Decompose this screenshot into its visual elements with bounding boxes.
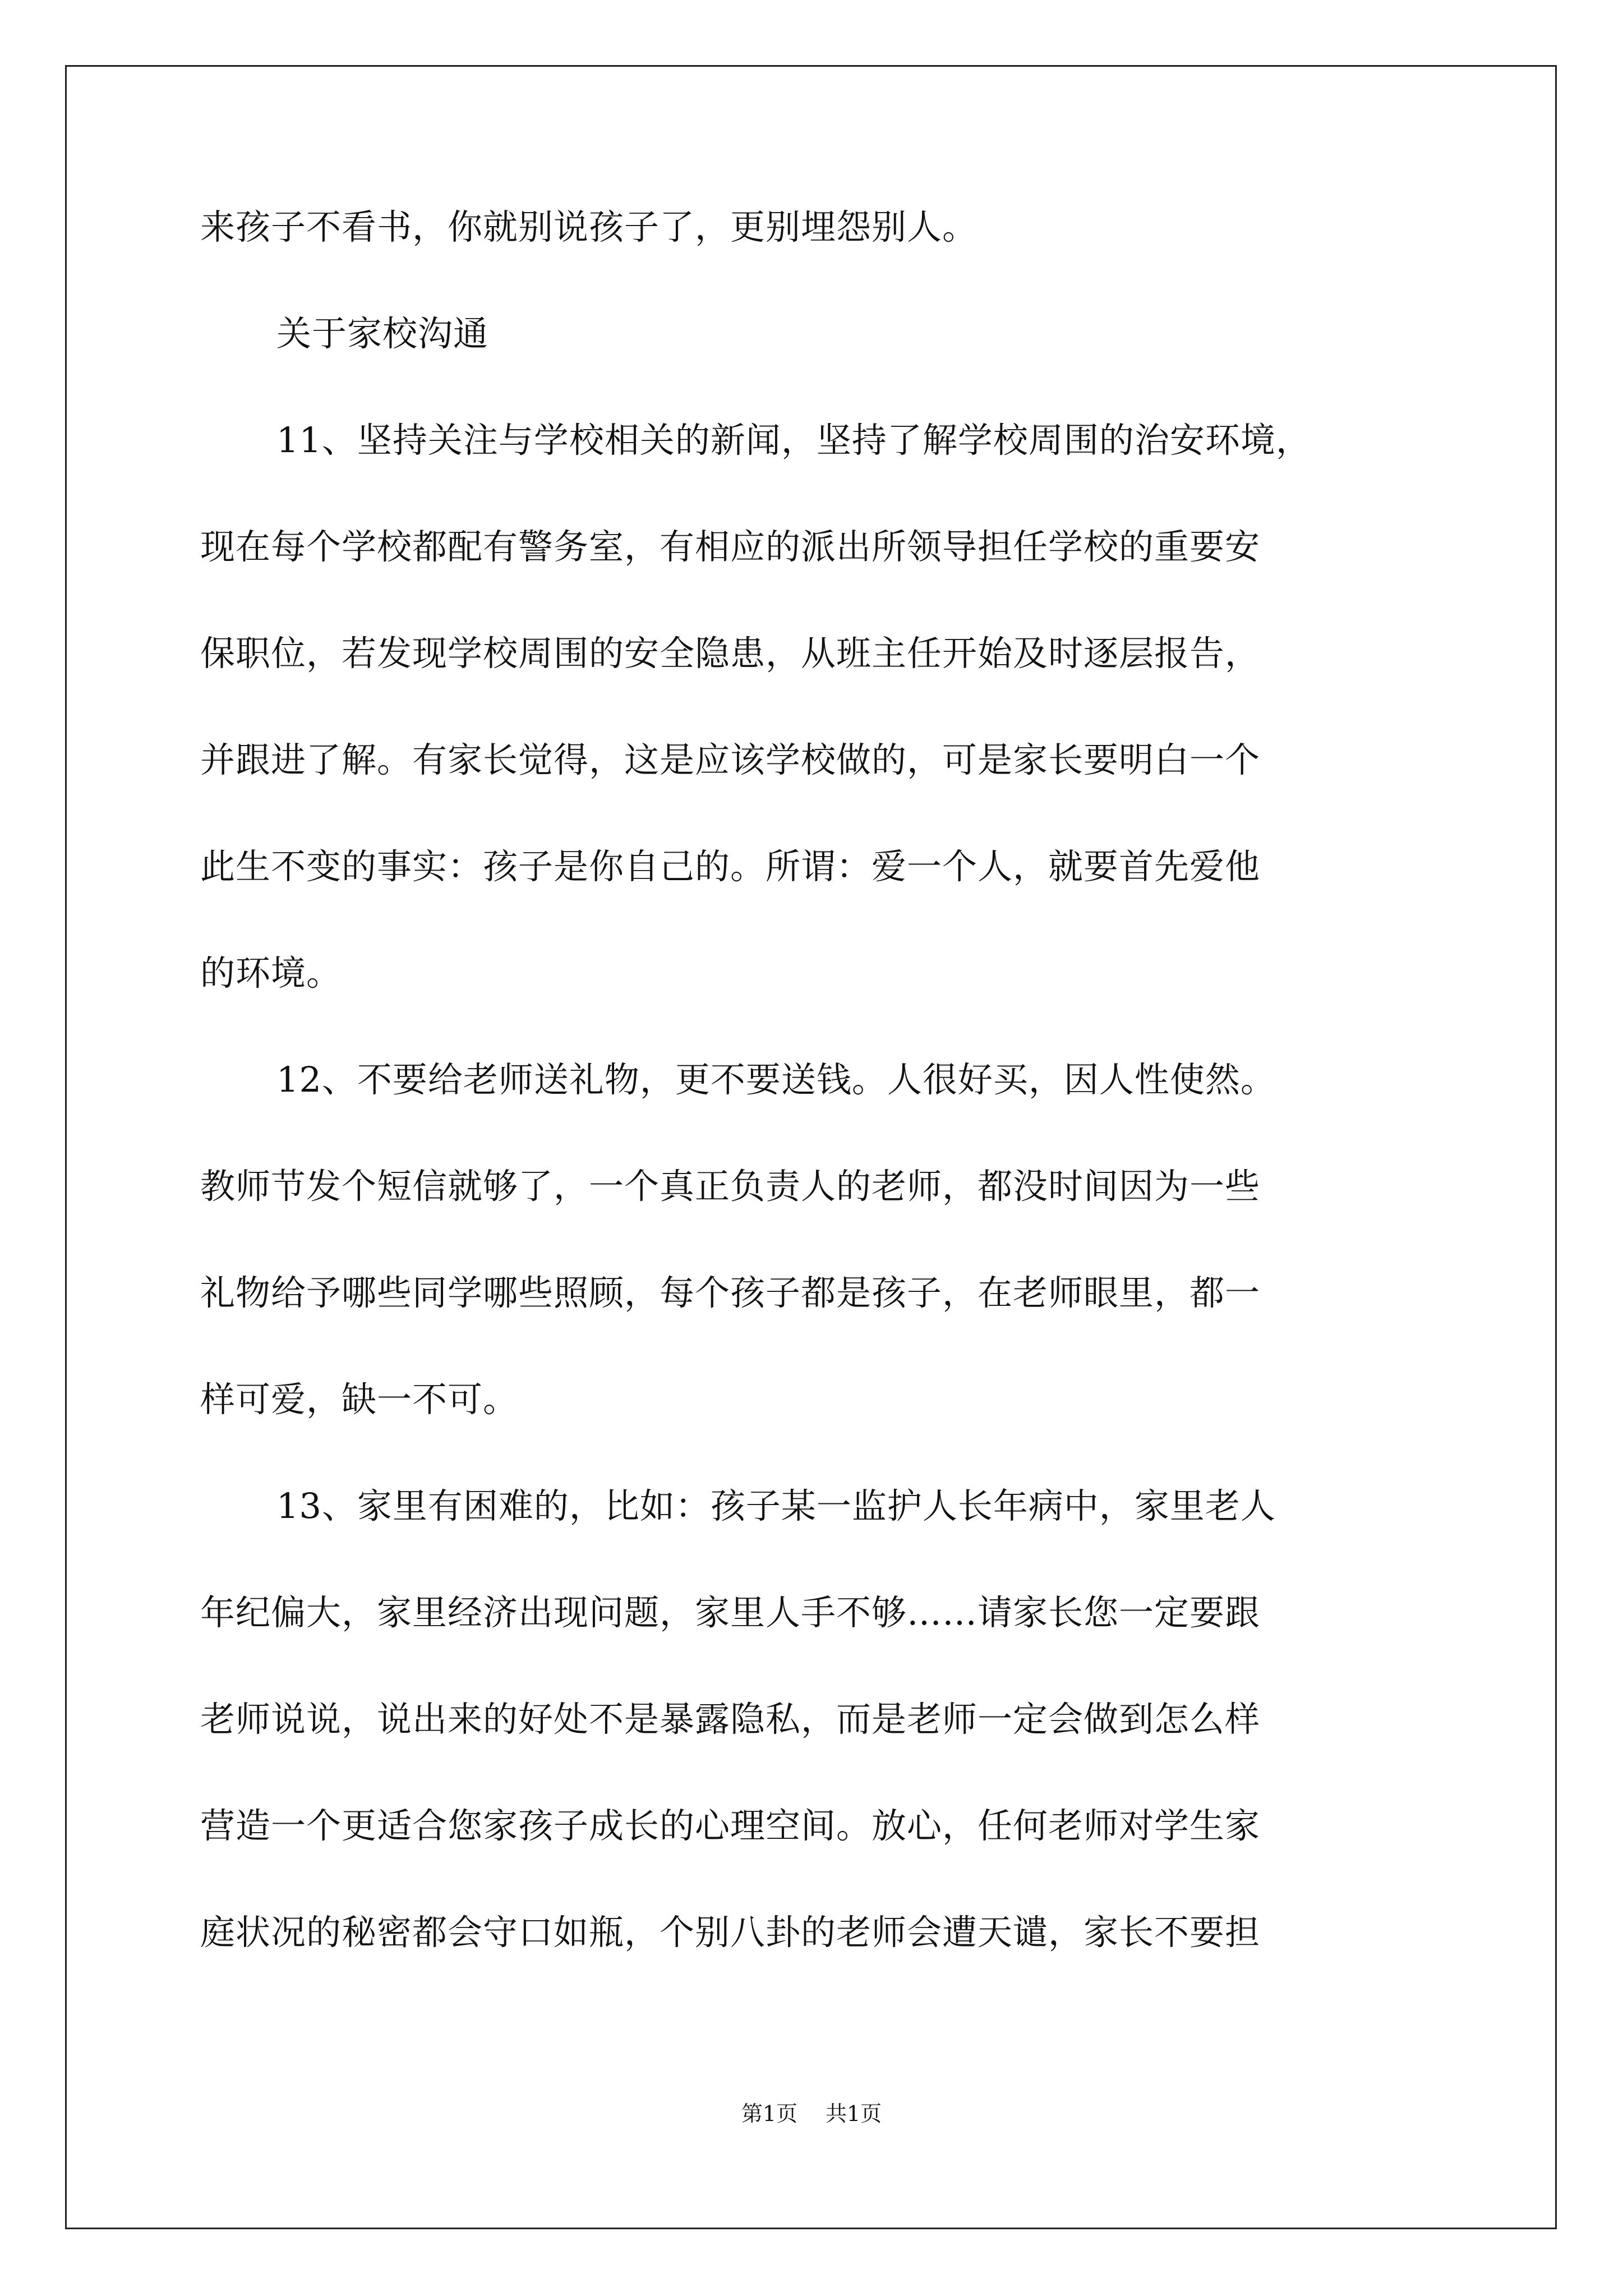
text-line: 礼物给予哪些同学哪些照顾，每个孩子都是孩子，在老师眼里，都一 xyxy=(200,1272,1261,1313)
text-line: 老师说说，说出来的好处不是暴露隐私，而是老师一定会做到怎么样 xyxy=(200,1699,1261,1740)
text-line: 样可爱，缺一不可。 xyxy=(200,1379,519,1420)
page-border xyxy=(65,65,1557,2229)
text-line: 并跟进了解。有家长觉得，这是应该学校做的，可是家长要明白一个 xyxy=(200,739,1261,780)
section-heading: 关于家校沟通 xyxy=(276,313,489,354)
text-line: 12、不要给老师送礼物，更不要送钱。人很好买，因人性使然。 xyxy=(276,1059,1276,1100)
text-line: 营造一个更适合您家孩子成长的心理空间。放心，任何老师对学生家 xyxy=(200,1805,1261,1846)
page-number-total: 共1页 xyxy=(826,2101,882,2126)
text-line: 教师节发个短信就够了，一个真正负责人的老师，都没时间因为一些 xyxy=(200,1166,1261,1207)
text-line: 11、坚持关注与学校相关的新闻，坚持了解学校周围的治安环境， xyxy=(276,420,1311,461)
text-line: 保职位，若发现学校周围的安全隐患，从班主任开始及时逐层报告， xyxy=(200,633,1261,674)
page-number-current: 第1页 xyxy=(741,2101,797,2126)
text-line: 来孩子不看书，你就别说孩子了，更别埋怨别人。 xyxy=(200,206,978,247)
text-line: 现在每个学校都配有警务室，有相应的派出所领导担任学校的重要安 xyxy=(200,526,1261,567)
page-footer xyxy=(0,2101,1623,2126)
text-line: 此生不变的事实：孩子是你自己的。所谓：爱一个人，就要首先爱他 xyxy=(200,846,1261,887)
text-line: 13、家里有困难的，比如：孩子某一监护人长年病中，家里老人 xyxy=(276,1485,1276,1526)
text-line: 的环境。 xyxy=(200,953,342,993)
text-line: 庭状况的秘密都会守口如瓶，个别八卦的老师会遭天谴，家长不要担 xyxy=(200,1912,1261,1953)
text-line: 年纪偏大，家里经济出现问题，家里人手不够……请家长您一定要跟 xyxy=(200,1592,1261,1633)
